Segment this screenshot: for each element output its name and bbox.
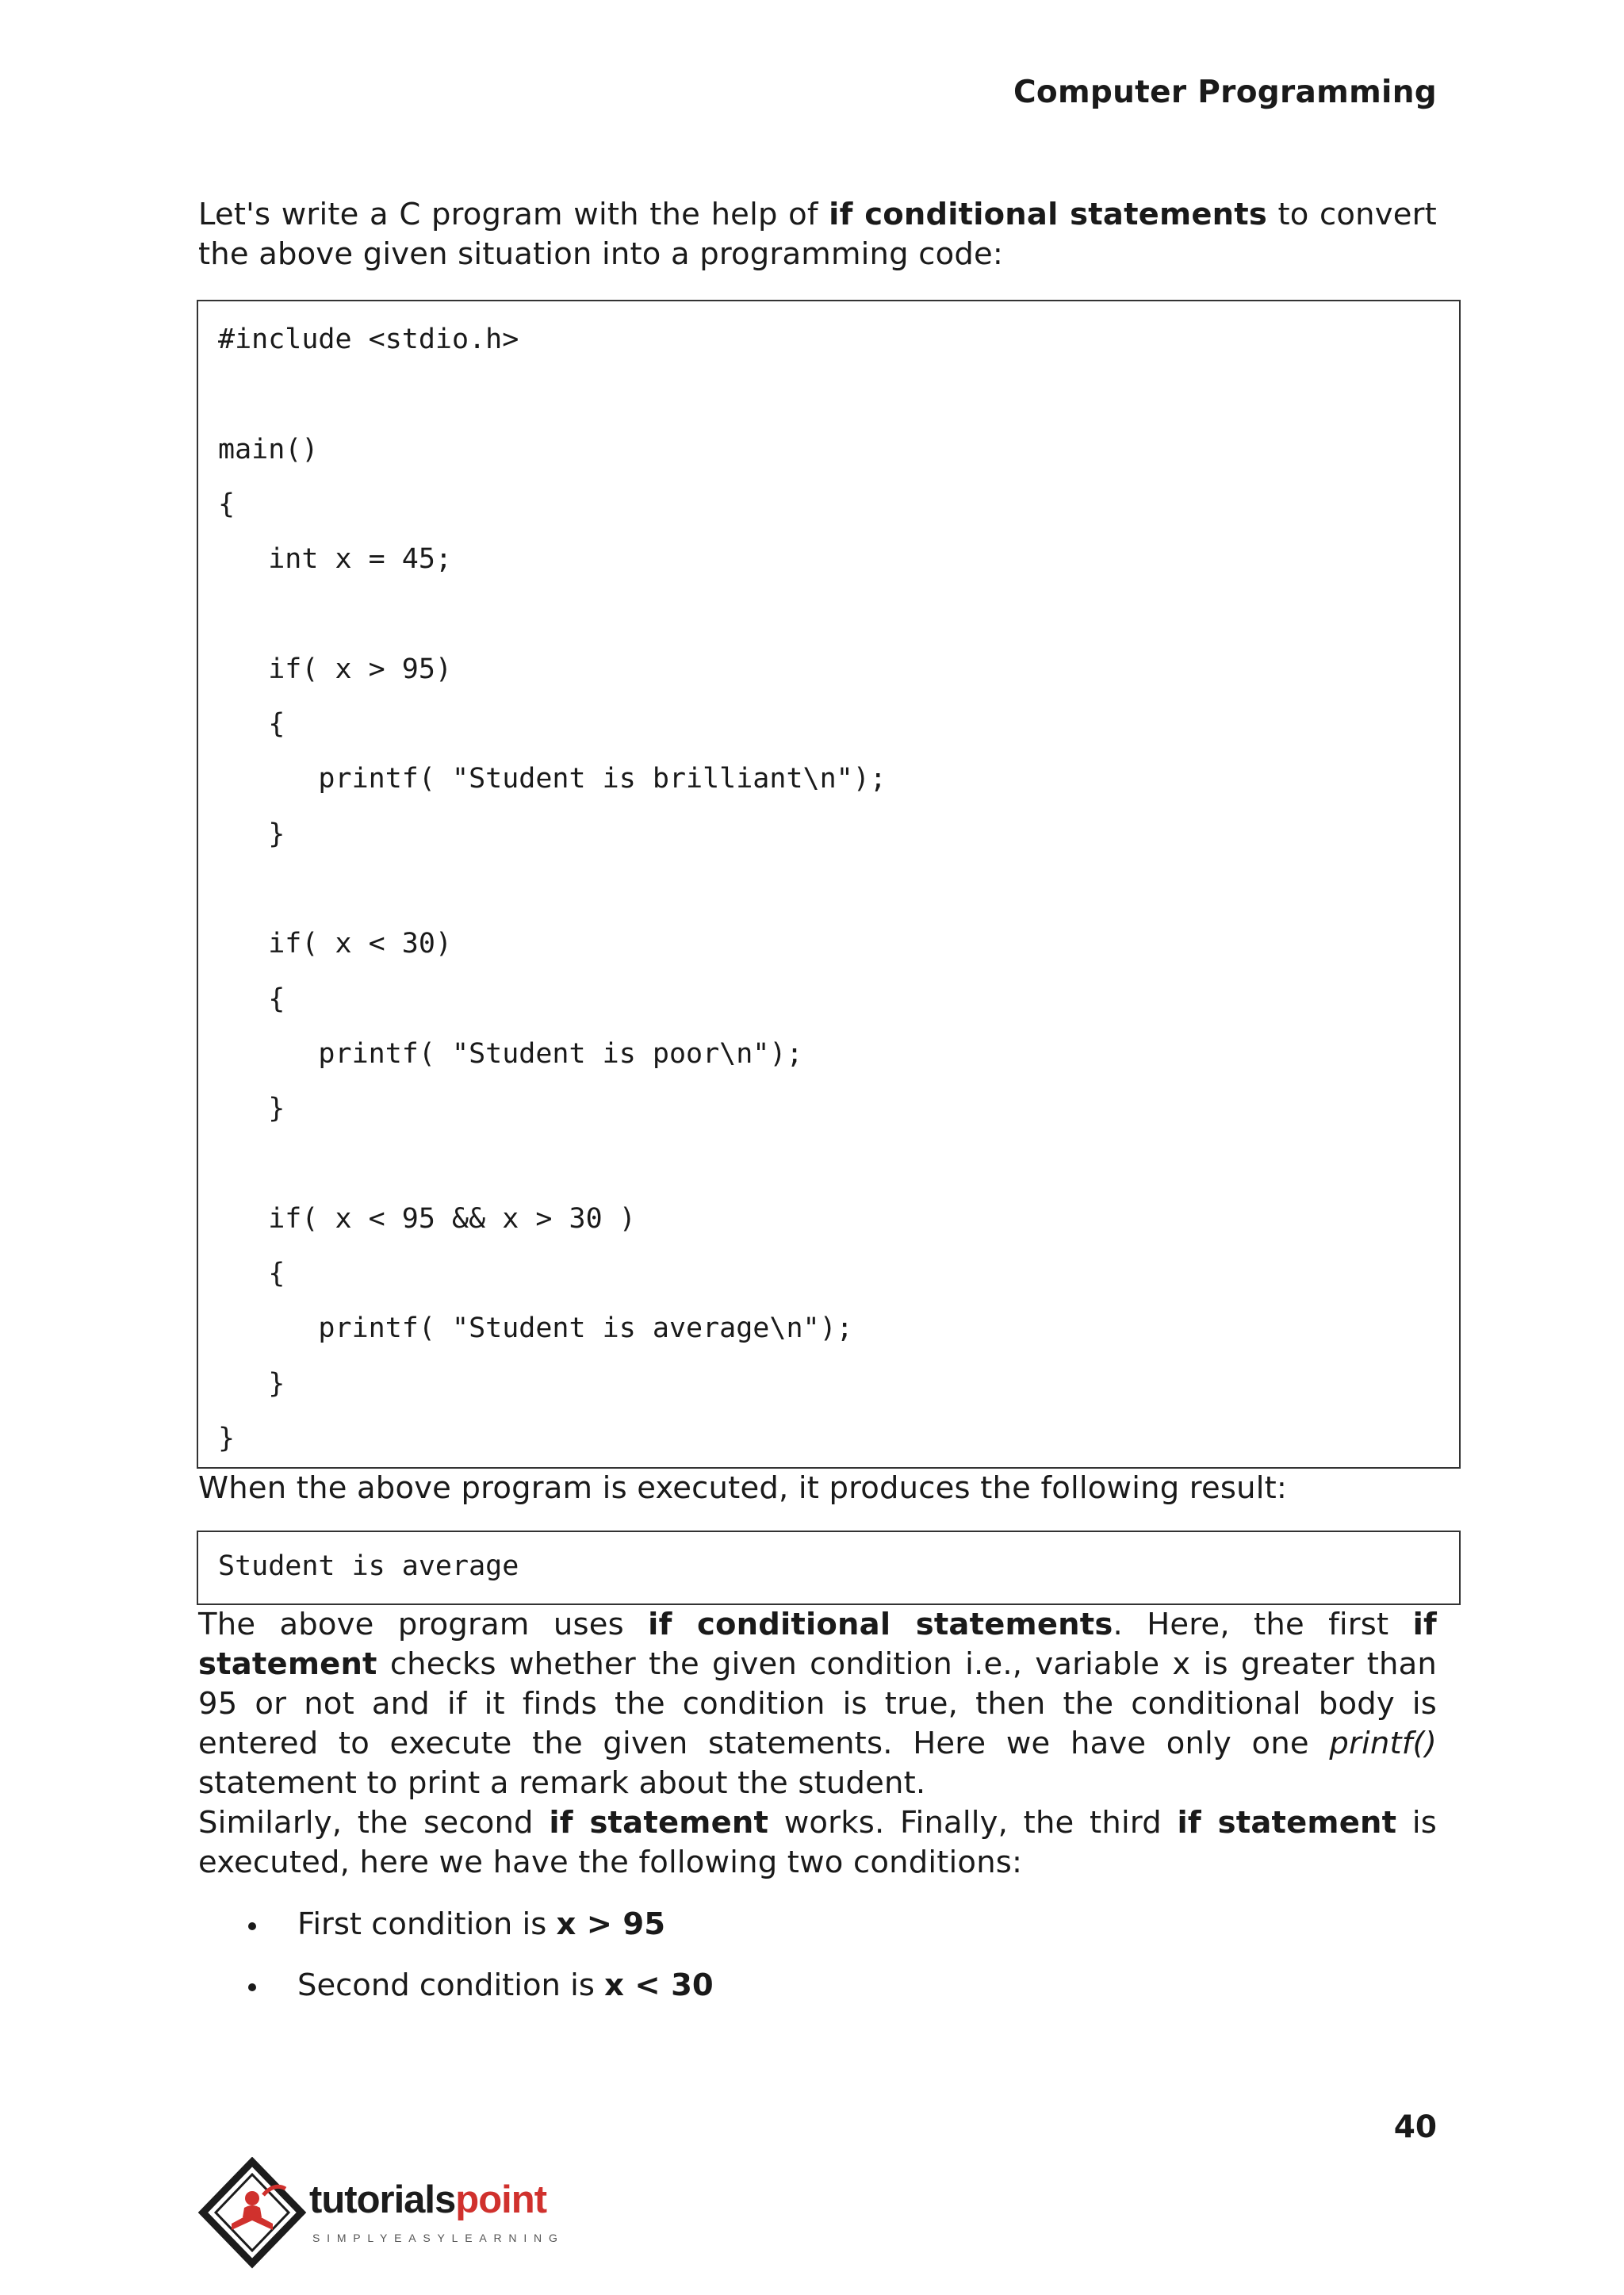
code-line: { bbox=[218, 708, 285, 741]
intro-paragraph: Let's write a C program with the help of if conditional statements to convert the above given situation into a programming code: bbox=[198, 197, 1437, 272]
code-line: main() bbox=[218, 433, 319, 466]
logo-wordmark: tutorialspoint bbox=[309, 2178, 547, 2221]
code-line: } bbox=[218, 1367, 285, 1400]
code-line: printf( "Student is brilliant\n"); bbox=[218, 763, 887, 795]
page-header-title: Computer Programming bbox=[1013, 75, 1437, 110]
bullet-icon bbox=[248, 1983, 256, 1991]
code-line: } bbox=[218, 1422, 236, 1454]
list-item: Second condition is x < 30 bbox=[198, 1966, 1437, 2027]
tutorialspoint-logo bbox=[197, 2157, 593, 2276]
code-line: if( x < 95 && x > 30 ) bbox=[218, 1202, 636, 1235]
code-line bbox=[218, 376, 1459, 431]
list-item: First condition is x > 95 bbox=[198, 1905, 1437, 1966]
code-line: #include <stdio.h> bbox=[218, 324, 519, 355]
page-number: 40 bbox=[1393, 2109, 1437, 2145]
code-line bbox=[218, 596, 1459, 650]
code-line: { bbox=[218, 1258, 285, 1290]
code-line: printf( "Student is poor\n"); bbox=[218, 1037, 803, 1070]
bullet-icon bbox=[248, 1922, 256, 1930]
output-block: Student is average bbox=[197, 1531, 1461, 1605]
code-line: printf( "Student is average\n"); bbox=[218, 1312, 853, 1345]
logo-diamond-icon bbox=[197, 2157, 308, 2276]
code-line bbox=[218, 871, 1459, 925]
code-line: { bbox=[218, 488, 236, 520]
code-line: { bbox=[218, 983, 285, 1015]
code-line: int x = 45; bbox=[218, 543, 453, 576]
code-line: if( x > 95) bbox=[218, 653, 453, 685]
page-content bbox=[198, 195, 1437, 2027]
code-line: if( x < 30) bbox=[218, 928, 453, 960]
code-line bbox=[218, 1145, 1459, 1200]
result-intro-paragraph: When the above program is executed, it produces the following result: bbox=[198, 1470, 1288, 1506]
similarly-paragraph: Similarly, the second if statement works. Finally, the third if statement is executed, here we have the following two conditions: bbox=[198, 1805, 1438, 1880]
explanation-paragraph: The above program uses if conditional statements. Here, the first if statement checks whether the given condition i.e., variable x is greater than 95 or not and if it finds the condition is true, then the conditional body is entered to execute the given statements. Here we have only one printf() statement to print a remark about the student. bbox=[198, 1607, 1437, 1801]
code-line: } bbox=[218, 1093, 285, 1125]
code-line: } bbox=[218, 818, 285, 850]
conditions-list bbox=[198, 1905, 1437, 2027]
code-block bbox=[197, 300, 1461, 1469]
logo-tagline: SIMPLYEASYLEARNING bbox=[312, 2232, 565, 2244]
